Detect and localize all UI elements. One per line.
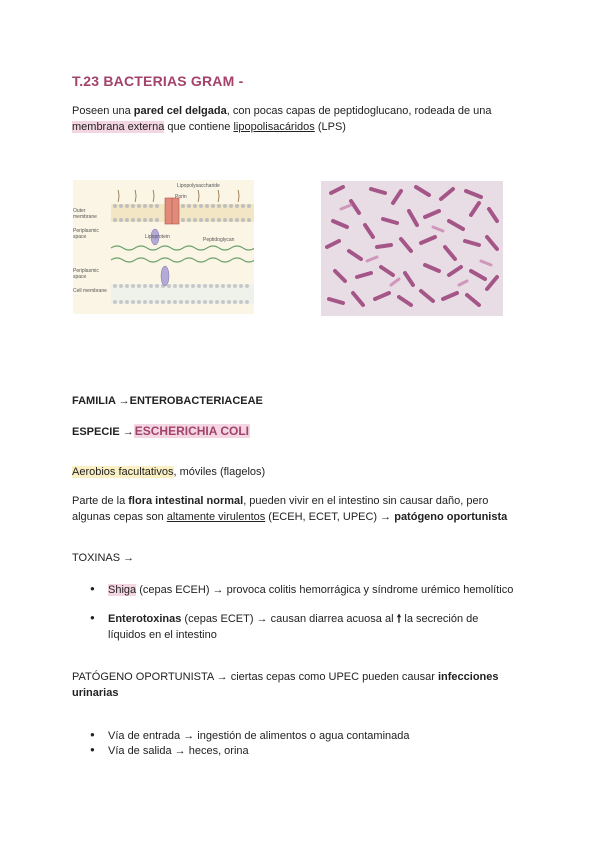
familia-label: FAMILIA [72, 395, 116, 407]
intro-text: (LPS) [314, 121, 346, 133]
flora-text: , pueden vivir en el intestino sin causar daño, pero algunas cepas son [72, 495, 489, 523]
label-outer-membrane: Outer membrane [73, 208, 97, 220]
arrow-up-icon: 🠕 [396, 613, 402, 625]
flora-text: Parte de la [72, 495, 129, 507]
intro-text: Poseen una [72, 105, 134, 117]
intro-highlight-membrana: membrana externa [72, 121, 165, 133]
aerobios-highlight: Aerobios facultativos [72, 466, 174, 478]
familia-arrow: → [118, 395, 130, 407]
label-peptidoglycan: Peptidoglycan [203, 237, 235, 243]
via-salida: Vía de salida → heces, orina [108, 745, 249, 757]
patogeno-text: PATÓGENO OPORTUNISTA → ciertas cepas como UPEC pueden causar [72, 671, 438, 683]
intro-paragraph [72, 103, 542, 135]
micrograph-image [321, 181, 503, 316]
label-periplasmic-space-1: Periplasmic space [73, 228, 99, 240]
especie-label: ESPECIE [72, 426, 120, 438]
flora-paragraph [72, 493, 522, 525]
bullet-icon [90, 611, 106, 623]
flora-text: (ECEH, ECET, UPEC) → [265, 511, 395, 523]
flora-underline: altamente virulentos [166, 511, 266, 523]
especie-value: ESCHERICHIA COLI [134, 424, 249, 438]
intro-text: , con pocas capas de peptidoglucano, rodeada de una [226, 105, 492, 117]
toxina-enterotoxinas-text-2: la secreción de líquidos en el intestino [108, 613, 479, 641]
bacteria-rods-illustration [321, 181, 503, 316]
toxina-shiga-highlight: Shiga [108, 584, 137, 596]
cell-wall-diagram [73, 180, 254, 314]
label-lps: Lipopolysaccharide [177, 183, 220, 189]
toxina-item-enterotoxinas [108, 611, 508, 643]
aerobios-line [72, 464, 542, 480]
toxina-enterotoxinas-bold: Enterotoxinas [108, 613, 182, 625]
aerobios-text: , móviles (flagelos) [173, 466, 266, 478]
intro-bold-pared: pared cel delgada [133, 105, 227, 117]
bullet-icon [90, 743, 106, 755]
page-title: T.23 BACTERIAS GRAM - [72, 73, 244, 89]
label-periplasmic-space-2: Periplasmic space [73, 268, 99, 280]
familia-line [72, 395, 263, 407]
toxinas-heading: TOXINAS → [72, 552, 135, 564]
intro-underline-lps: lipopolisacáridos [233, 121, 315, 133]
bullet-icon [90, 728, 106, 740]
bullet-icon [90, 582, 106, 594]
toxina-enterotoxinas-text: (cepas ECET) → causan diarrea acuosa al [181, 613, 397, 625]
flora-bold: flora intestinal normal [128, 495, 244, 507]
intro-text: que contiene [164, 121, 234, 133]
toxina-shiga-text: (cepas ECEH) → provoca colitis hemorrágica y síndrome urémico hemolítico [136, 584, 514, 596]
especie-line [72, 424, 250, 438]
via-entrada: Vía de entrada → ingestión de alimentos o agua contaminada [108, 730, 410, 742]
patogeno-bold: infecciones urinarias [72, 671, 499, 699]
label-porin: Porin [175, 194, 187, 200]
flora-bold-patogeno: patógeno oportunista [394, 511, 508, 523]
label-cell-membrane: Cell membrane [73, 288, 107, 294]
especie-arrow: → [122, 426, 134, 438]
patogeno-paragraph [72, 669, 522, 701]
toxina-item-shiga [108, 582, 528, 598]
familia-value: ENTEROBACTERIACEAE [129, 395, 263, 407]
label-lipoprotein: Lipoprotein [145, 234, 170, 240]
